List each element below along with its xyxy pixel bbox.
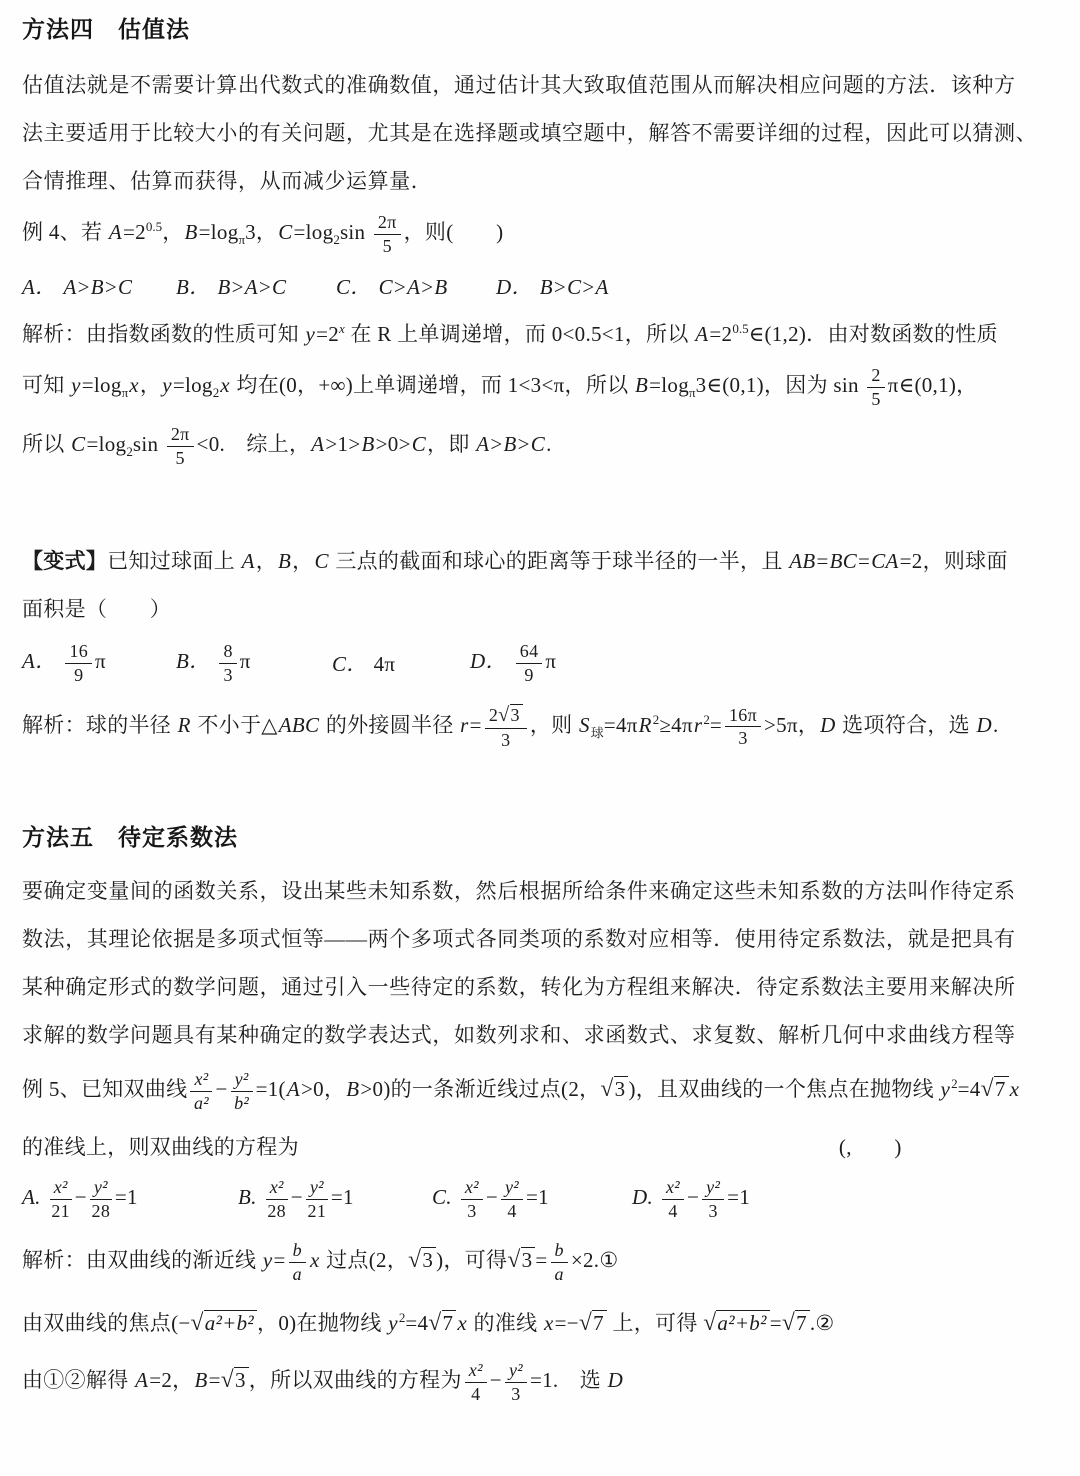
variation-question-line-1: 【变式】已知过球面上 A，B，C 三点的截面和球心的距离等于球半径的一半，且 AB=BC=CA=2，则球面 <box>22 549 1008 573</box>
option-a: A． $\frac{16}{9}$ π <box>22 640 106 685</box>
variation-question-line-2: 面积是（ ） <box>22 597 172 621</box>
option-label: D. <box>632 1184 654 1209</box>
option-label: B． <box>176 648 211 673</box>
option-a: A． A>B>C <box>22 275 133 299</box>
example5-solution-line-1: 解析：由双曲线的渐近线 y= $\frac{b}{a}$ x 过点(2，√3 )，可得√3 = $\frac{b}{a}$ ×2.① <box>22 1239 619 1284</box>
option-label: B． <box>176 275 211 299</box>
example4-question: 例 4、若 $A=2^{0.5}$，$B=\log_\pi 3$，$C=\log_2\sin$ $\frac{2\pi}{5}$ ，则( ) <box>22 211 504 256</box>
option-c: C． 4π <box>332 652 396 676</box>
option-label: A． <box>22 648 57 673</box>
example5-options <box>22 1168 1058 1230</box>
method5-intro-line-2: 数法，其理论依据是多项式恒等——两个多项式各同类项的系数对应相等．使用待定系数法，就是把具有 <box>22 927 1016 951</box>
example4-solution-line-1: 解析：由指数函数的性质可知 $y=2^x$ 在 R 上单调递增，而 0<0.5<1，所以 $A=2^{0.5}\in(1,2)$．由对数函数的性质 <box>22 321 998 346</box>
example4-options <box>22 264 1058 308</box>
method4-intro-line-3: 合情推理、估算而获得，从而减少运算量． <box>22 169 433 193</box>
method5-intro-line-4: 求解的数学问题具有某种确定的数学表达式，如数列求和、求函数式、求复数、解析几何中求曲线方程等 <box>22 1023 1016 1047</box>
example4-solution-line-2: 可知 $y=\log_\pi x$，$y=\log_2x$ 均在(0，+∞)上单调递增，而 1<3<π，所以 $B=\log_\pi 3\in(0,1)$，因为 sin $\frac{2}{5}$ π∈(0,1)， <box>22 364 978 409</box>
method4-heading: 方法四 估值法 <box>22 15 190 42</box>
method4-intro-line-2: 法主要适用于比较大小的有关问题，尤其是在选择题或填空题中，解答不需要详细的过程，因此可以猜测、 <box>22 121 1038 145</box>
option-label: D． <box>496 275 533 299</box>
method4-intro-line-1: 估值法就是不需要计算出代数式的准确数值，通过估计其大致取值范围从而解决相应问题的方法．该种方 <box>22 73 1016 97</box>
option-label: C． <box>332 652 368 676</box>
option-b: B. $\frac{\text{x²}}{28}$ − $\frac{\text{y²}}{21}$ =1 <box>238 1176 354 1221</box>
option-label: B. <box>238 1184 257 1209</box>
example4-solution-line-3: 所以 $C=\log_2\sin$ $\frac{2\pi}{5}$ <0. 综上，A>1>B>0>C，即 A>B>C. <box>22 423 552 468</box>
option-label: C. <box>432 1184 452 1209</box>
option-label: A． <box>22 275 57 299</box>
option-d: D. $\frac{\text{x²}}{4}$ − $\frac{\text{y²}}{3}$ =1 <box>632 1176 751 1221</box>
option-label: C． <box>336 275 372 299</box>
method5-intro-line-3: 某种确定形式的数学问题，通过引入一些待定的系数，转化为方程组来解决．待定系数法主要用来解决所 <box>22 975 1016 999</box>
option-b: B． B>A>C <box>176 275 287 299</box>
option-a: A. $\frac{\text{x²}}{21}$ − $\frac{\text{y²}}{28}$ =1 <box>22 1176 138 1221</box>
example5-solution-line-2: 由双曲线的焦点(−√a²+b² ，0)在抛物线 $y^2=4√7$ x 的准线 x=−√7 上，可得 √a²+b² =√7 .② <box>22 1310 835 1336</box>
example5-solution-line-3: 由①②解得 A=2，B=√3 ，所以双曲线的方程为 $\frac{\text{x²}}{4}$ − $\frac{\text{y²}}{3}$ =1. 选 D <box>22 1359 624 1404</box>
method5-intro-line-1: 要确定变量间的函数关系，设出某些未知系数，然后根据所给条件来确定这些未知系数的方法叫作待定系 <box>22 879 1016 903</box>
option-b: B． $\frac{8}{3}$ π <box>176 640 251 685</box>
example5-question-line-1: 例 5、已知双曲线 $\frac{\text{x²}}{\text{a²}}$ − $\frac{\text{y²}}{\text{b²}}$ =1(A>0，B>0)的一条渐近线过点(2，√3 )，且双曲线的一个焦点在抛物线 $y^2=4√7$ x <box>22 1068 1020 1113</box>
variation-solution: 解析：球的半径 R 不小于△ABC 的外接圆半径 r= $\frac{2√3}{3}$ ，则 $S_球=4\pi R^2\ge 4\pi r^2=$ $\frac{16\pi}{3}$ >5π，D 选项符合，选 D. <box>22 703 999 750</box>
option-label: D． <box>470 648 507 673</box>
option-c: C. $\frac{\text{x²}}{3}$ − $\frac{\text{y²}}{4}$ =1 <box>432 1176 549 1221</box>
method5-heading: 方法五 待定系数法 <box>22 823 238 850</box>
variation-options <box>22 632 1058 694</box>
option-c: C． C>A>B <box>336 275 448 299</box>
option-label: A. <box>22 1184 41 1209</box>
option-d: D． B>C>A <box>496 275 609 299</box>
option-d: D． $\frac{64}{9}$ π <box>470 640 557 685</box>
example5-question-line-2: 的准线上，则双曲线的方程为 (, ) <box>22 1135 902 1159</box>
